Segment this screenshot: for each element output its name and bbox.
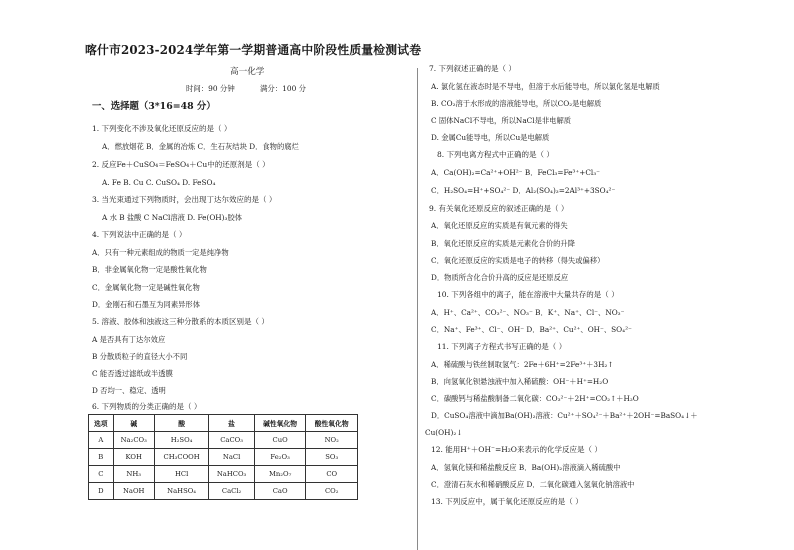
table-cell: CuO [254,432,306,449]
question-3: 3. 当光束通过下列物质时，会出现丁达尔效应的是（ ） [92,195,277,204]
exam-title: 喀什市2023-2024学年第一学期普通高中阶段性质量检测试卷 [85,43,422,57]
question-11-option-c: C．碳酸钙与稀盐酸制备二氧化碳：CO₃²⁻＋2H⁺=CO₂↑＋H₂O [431,394,639,403]
column-divider [417,68,418,550]
question-4-option-c: C．金属氧化物一定是碱性氧化物 [92,283,200,292]
question-4-option-d: D．金刚石和石墨互为同素异形体 [92,300,201,309]
table-row [89,432,358,449]
table-cell: B [89,449,114,466]
table-header: 酸 [154,415,208,432]
question-12-options-ab: A．氢氧化镁和稀盐酸反应 B．Ba(OH)₂溶液滴入稀硫酸中 [431,463,621,472]
question-5-option-b: B 分散质粒子的直径大小不同 [92,352,188,361]
question-4-option-b: B．非金属氧化物一定是酸性氧化物 [92,265,207,274]
table-header: 选项 [89,415,114,432]
question-8-options-cd: C．H₂SO₄=H⁺+SO₄²⁻ D．Al₂(SO₄)₃=2Al³⁺+3SO₄²⁻ [431,186,616,195]
question-10: 10. 下列各组中的离子，能在溶液中大量共存的是（ ） [437,290,619,299]
question-2-options: A. Fe B. Cu C. CuSO₄ D. FeSO₄ [102,178,216,187]
table-cell: CaCl₂ [209,483,255,500]
table-header-row [89,415,358,432]
table-cell: CO₂ [306,483,358,500]
left-column [85,0,422,550]
question-5: 5. 溶液、胶体和浊液这三种分散系的本质区别是（ ） [92,317,269,326]
question-5-option-d: D 否均一、稳定、透明 [92,386,166,395]
table-cell: D [89,483,114,500]
right-column [425,0,755,550]
table-cell: C [89,466,114,483]
table-cell: Na₂CO₃ [113,432,154,449]
question-12-options-cd: C．澄清石灰水和稀硝酸反应 D．二氧化碳通入氢氧化钠溶液中 [431,480,635,489]
question-2: 2. 反应Fe＋CuSO₄＝FeSO₄＋Cu中的还原剂是（ ） [92,160,270,169]
question-11-option-d: D．CuSO₄溶液中滴加Ba(OH)₂溶液：Cu²⁺＋SO₄²⁻＋Ba²⁺＋2OH⁻=BaSO₄↓＋ [431,411,698,420]
question-12: 12. 能用H⁺＋OH⁻=H₂O来表示的化学反应是（ ） [431,445,602,454]
table-row [89,483,358,500]
question-9-option-d: D．物质所含化合价升高的反应是还原反应 [431,273,569,282]
question-4: 4. 下列说法中正确的是（ ） [92,230,187,239]
question-9: 9. 有关氧化还原反应的叙述正确的是（ ） [429,204,569,213]
table-cell: NaHSO₄ [154,483,208,500]
question-7-option-a: A. 氯化氢在液态时是不导电，但溶于水后能导电，所以氯化氢是电解质 [431,82,660,91]
exam-score: 满分：100 分 [260,84,307,93]
question-1-options: A．燃放烟花 B．金属的冶炼 C．生石灰结块 D．食物的腐烂 [102,142,299,151]
table-cell: CaCO₃ [209,432,255,449]
question-1: 1. 下列变化不涉及氧化还原反应的是（ ） [92,124,232,133]
question-11: 11. 下列离子方程式书写正确的是（ ） [437,342,567,351]
question-9-option-a: A．氧化还原反应的实质是有氧元素的得失 [431,221,568,230]
table-cell: A [89,432,114,449]
question-9-option-c: C．氧化还原反应的实质是电子的转移（得失或偏移） [431,256,605,265]
question-11-option-d-continued: Cu(OH)₂↓ [425,428,463,437]
question-7-option-b: B. CO₂溶于水形成的溶液能导电，所以CO₂是电解质 [431,99,602,108]
subject-title: 高一化学 [230,67,265,77]
question-11-option-a: A．稀硫酸与铁丝制取氢气：2Fe＋6H⁺=2Fe³⁺＋3H₂↑ [431,360,614,369]
table-row [89,449,358,466]
question-10-options-cd: C．Na⁺、Fe³⁺、Cl⁻、OH⁻ D．Ba²⁺、Cu²⁺、OH⁻、SO₄²⁻ [431,325,632,334]
table-header: 碱性氧化物 [254,415,306,432]
table-cell: SO₃ [306,449,358,466]
question-9-option-b: B．氧化还原反应的实质是元素化合价的升降 [431,239,576,248]
question-10-options-ab: A．H⁺、Ca²⁺、CO₃²⁻、NO₃⁻ B．K⁺、Na⁺、Cl⁻、NO₃⁻ [431,308,625,317]
table-cell: H₂SO₄ [154,432,208,449]
table-cell: CH₃COOH [154,449,208,466]
table-cell: NaOH [113,483,154,500]
table-cell: KOH [113,449,154,466]
table-cell: NaCl [209,449,255,466]
table-row [89,466,358,483]
exam-time: 时间：90 分钟 [186,84,235,93]
table-header: 碱 [113,415,154,432]
table-cell: Mn₂O₇ [254,466,306,483]
classification-table [88,414,358,500]
table-header: 盐 [209,415,255,432]
question-8: 8. 下列电离方程式中正确的是（ ） [437,150,554,159]
question-8-options-ab: A．Ca(OH)₂=Ca²⁺+OH²⁻ B．FeCl₃=Fe³⁺+Cl₃⁻ [431,168,601,177]
table-cell: Fe₂O₃ [254,449,306,466]
question-3-options: A 水 B 盐酸 C NaCl溶液 D. Fe(OH)₃胶体 [102,213,243,222]
table-cell: NaHCO₃ [209,466,255,483]
table-cell: CO [306,466,358,483]
question-7-option-d: D. 金属Cu能导电，所以Cu是电解质 [431,133,550,142]
table-cell: HCl [154,466,208,483]
section-title: 一、选择题（3*16=48 分） [92,101,216,112]
question-6: 6. 下列物质的分类正确的是（ ） [92,402,202,411]
table-cell: CaO [254,483,306,500]
question-13: 13. 下列反应中，属于氧化还原反应的是（ ） [431,497,583,506]
table-cell: NO₂ [306,432,358,449]
question-5-option-a: A 是否具有丁达尔效应 [92,335,166,344]
question-4-option-a: A．只有一种元素组成的物质一定是纯净物 [92,248,229,257]
question-7-option-c: C 固体NaCl不导电，所以NaCl是非电解质 [431,116,572,125]
table-header: 酸性氧化物 [306,415,358,432]
table-cell: NH₃ [113,466,154,483]
question-5-option-c: C 能否透过滤纸或半透膜 [92,369,173,378]
question-7: 7. 下列叙述正确的是（ ） [429,64,516,73]
question-11-option-b: B．向氢氧化钡悬浊液中加入稀硫酸：OH⁻＋H⁺=H₂O [431,377,609,386]
